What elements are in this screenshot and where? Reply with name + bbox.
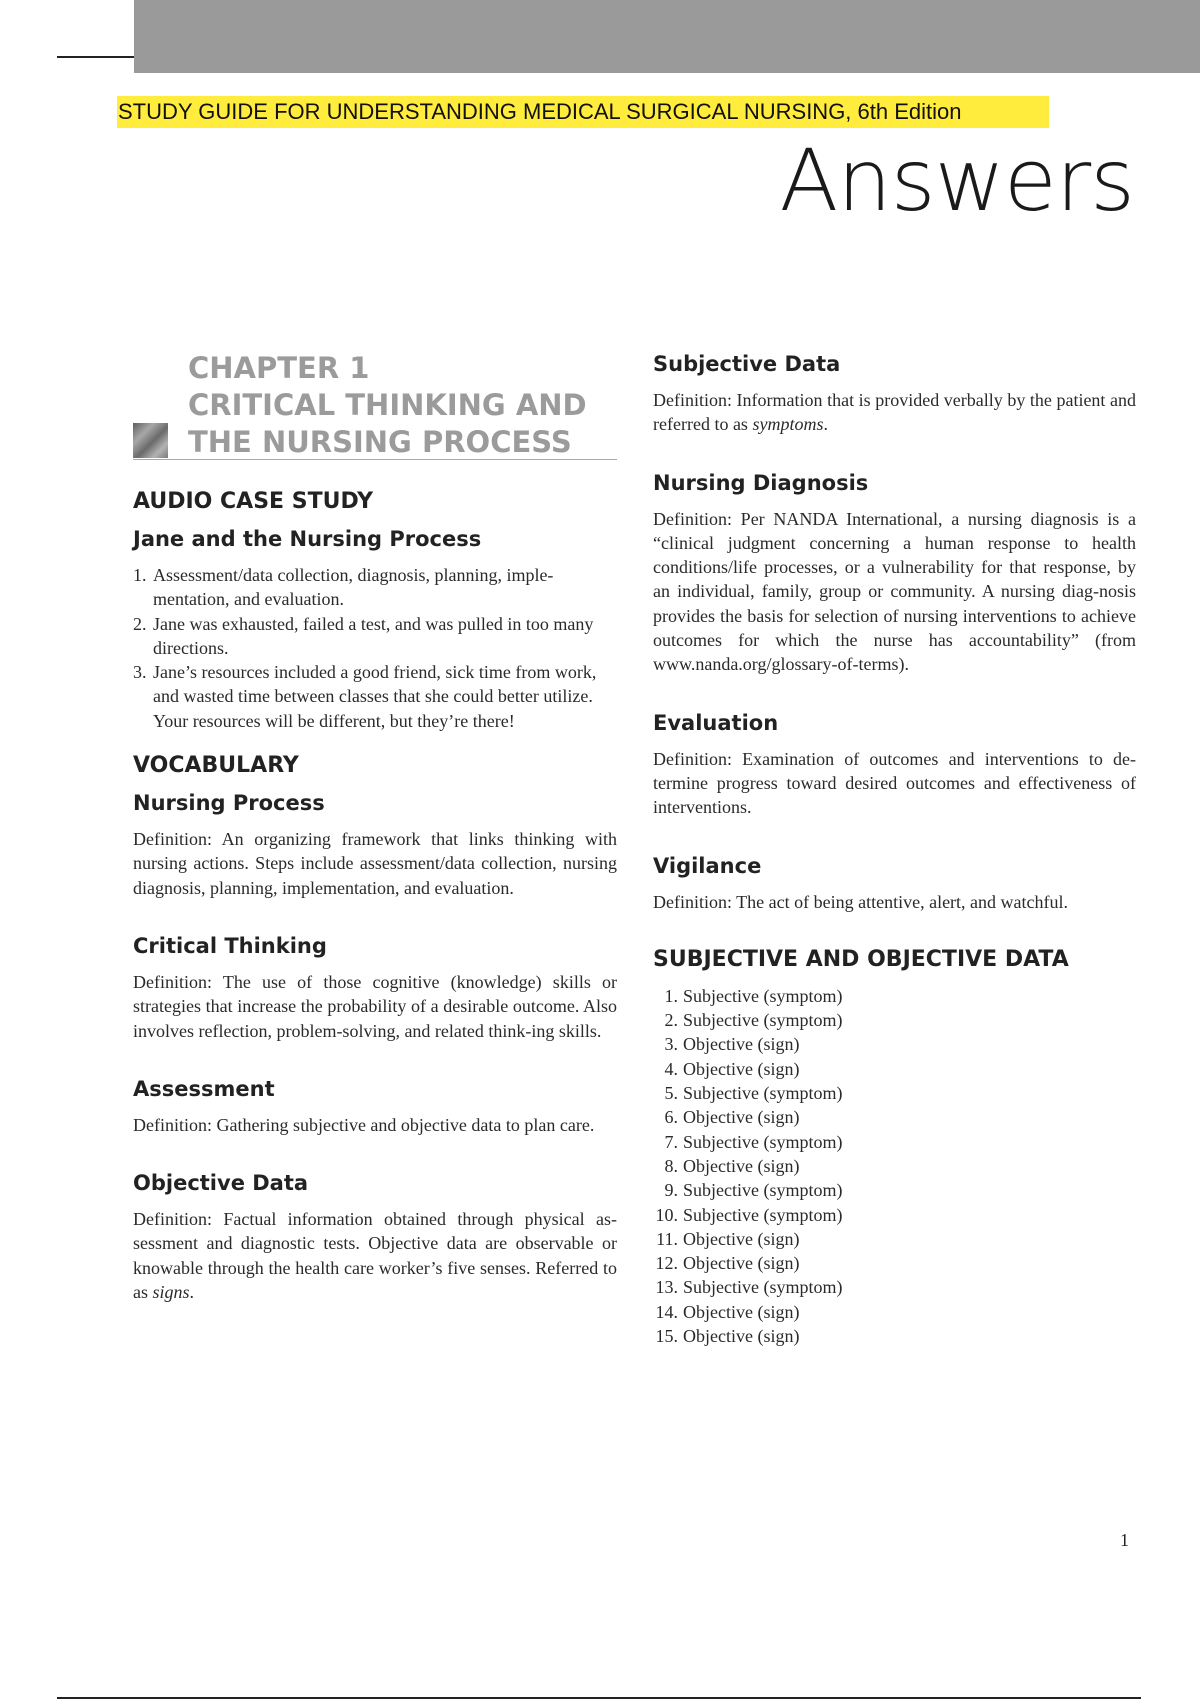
top-left-rule xyxy=(57,56,134,58)
chapter-marker-icon xyxy=(133,423,168,458)
term-vigilance: Vigilance xyxy=(653,853,762,878)
bottom-rule xyxy=(57,1697,1141,1699)
page-number: 1 xyxy=(1120,1530,1129,1550)
definition-assessment: Definition: Gathering subjective and objective data to plan care. xyxy=(133,1114,595,1135)
list-item: 3. Jane’s resources included a good friend, sick time from work, and wasted time between classes that she could better utilize. Your resources will be different, but they’re there! xyxy=(133,662,597,731)
chapter-divider xyxy=(133,459,617,460)
term-critical-thinking: Critical Thinking xyxy=(133,933,327,958)
list-item: 1. Assessment/data collection, diagnosis, planning, imple-mentation, and evaluation. xyxy=(133,565,554,610)
subjective-objective-heading: SUBJECTIVE AND OBJECTIVE DATA xyxy=(653,946,1069,972)
list-item: 8. Objective (sign) xyxy=(664,1155,800,1176)
list-item: 5. Subjective (symptom) xyxy=(664,1083,843,1104)
definition-objective-data: Definition: Factual information obtained through physical as-sessment and diagnostic tests. Objective data are observable or knowable through the health care worker’s five senses. Referred to as signs. xyxy=(133,1209,617,1303)
list-item: 4. Objective (sign) xyxy=(664,1058,800,1079)
list-item: 6. Objective (sign) xyxy=(664,1107,800,1128)
definition-evaluation: Definition: Examination of outcomes and interventions to de-termine progress toward desired outcomes and effectiveness of interventions. xyxy=(653,748,1136,818)
right-column xyxy=(653,350,1136,1348)
definition-nursing-process: Definition: An organizing framework that links thinking with nursing actions. Steps include assessment/data collection, nursing diagnosis, planning, implementation, and evaluation. xyxy=(133,829,617,898)
definition-vigilance: Definition: The act of being attentive, alert, and watchful. xyxy=(653,891,1069,912)
header-band xyxy=(134,0,1200,73)
chapter-title-line: THE NURSING PROCESS xyxy=(188,425,572,459)
term-evaluation: Evaluation xyxy=(653,710,779,735)
list-item: 13. Subjective (symptom) xyxy=(655,1277,843,1298)
term-objective-data: Objective Data xyxy=(133,1171,309,1196)
list-item: 15. Objective (sign) xyxy=(655,1326,800,1347)
term-subjective-data: Subjective Data xyxy=(653,352,841,376)
list-item: 10. Subjective (symptom) xyxy=(655,1204,843,1225)
list-item: 12. Objective (sign) xyxy=(655,1253,800,1274)
list-item: 1. Subjective (symptom) xyxy=(664,985,843,1006)
term-nursing-process: Nursing Process xyxy=(133,791,325,816)
definition-nursing-diagnosis: Definition: Per NANDA International, a nursing diagnosis is a “clinical judgment concerning a human response to health conditions/life processes, or a vulnerability for that response, by an individual, family, group or community. A nursing diag-nosis provides the basis for selection of nursing interventions to achieve outcomes for which the nurse has accountability” (from www.nanda.org/glossary-of-terms). xyxy=(653,508,1136,675)
definition-subjective-data: Definition: Information that is provided verbally by the patient and referred to as symptoms. xyxy=(653,390,1136,435)
page-title: Answers xyxy=(779,131,1134,231)
list-item: 14. Objective (sign) xyxy=(655,1301,800,1322)
subjective-objective-list xyxy=(653,984,1136,1348)
definition-critical-thinking: Definition: The use of those cognitive (knowledge) skills or strategies that increase the probability of a desirable outcome. Also involves reflection, problem-solving, and related think-ing skills. xyxy=(133,971,617,1041)
audio-case-study-heading: AUDIO CASE STUDY xyxy=(133,489,374,514)
term-assessment: Assessment xyxy=(133,1076,275,1101)
list-item: 2. Subjective (symptom) xyxy=(664,1010,843,1031)
list-item: 3. Objective (sign) xyxy=(664,1034,800,1055)
term-nursing-diagnosis: Nursing Diagnosis xyxy=(653,470,869,495)
chapter-title-line: CRITICAL THINKING AND xyxy=(188,388,587,422)
case-study-answer-list xyxy=(133,563,617,733)
left-column xyxy=(133,488,617,1304)
chapter-title xyxy=(188,350,618,461)
vocabulary-heading: VOCABULARY xyxy=(133,753,299,779)
chapter-title-line: CHAPTER 1 xyxy=(188,351,370,385)
case-study-subheading: Jane and the Nursing Process xyxy=(133,527,482,551)
study-guide-title: STUDY GUIDE FOR UNDERSTANDING MEDICAL SURGICAL NURSING, 6th Edition xyxy=(117,96,1049,128)
list-item: 2. Jane was exhausted, failed a test, and was pulled in too many directions. xyxy=(133,613,594,658)
list-item: 9. Subjective (symptom) xyxy=(664,1180,843,1201)
list-item: 11. Objective (sign) xyxy=(656,1228,800,1249)
list-item: 7. Subjective (symptom) xyxy=(664,1131,843,1152)
